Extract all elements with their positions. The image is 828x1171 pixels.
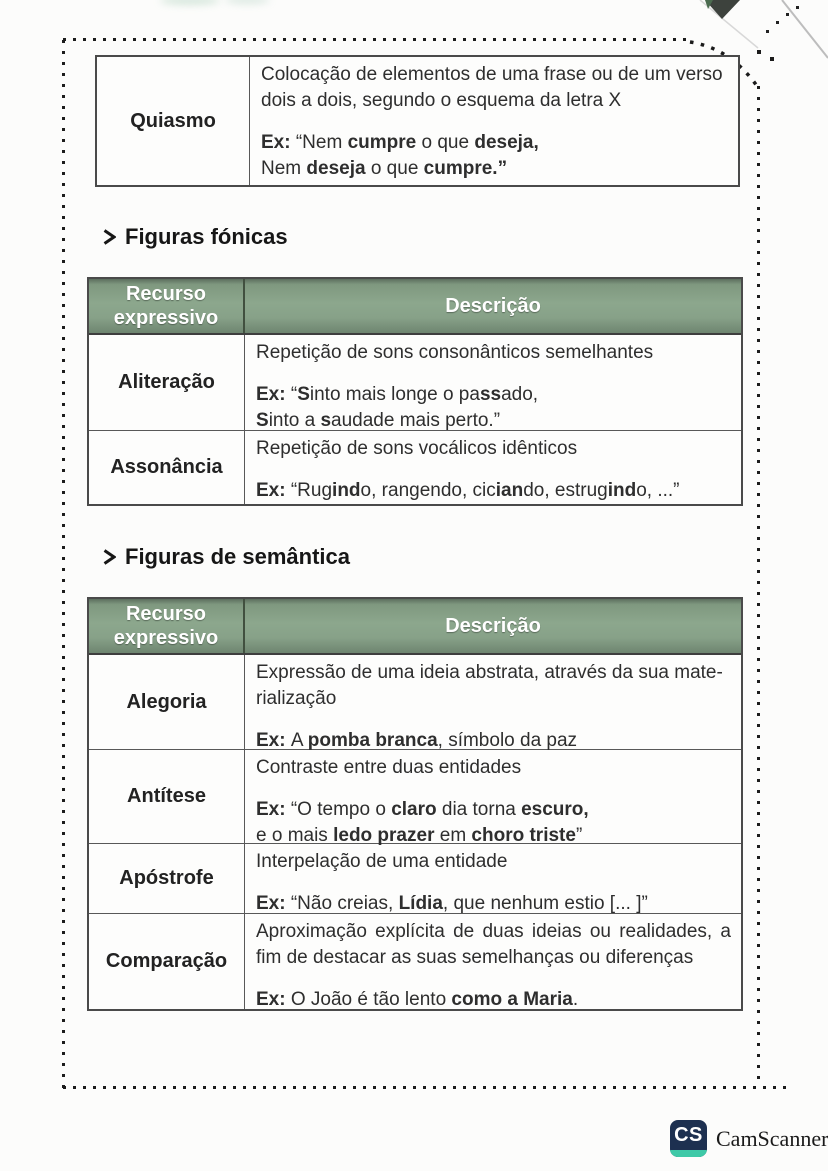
term-label: Quiasmo xyxy=(130,109,216,132)
heading-figuras-fonicas xyxy=(103,224,288,250)
heading-label: Figuras de semântica xyxy=(125,544,350,569)
table-row xyxy=(89,430,741,504)
cs-badge-label: CS xyxy=(674,1124,703,1146)
table-figuras-fonicas xyxy=(87,277,743,506)
table-row xyxy=(89,335,741,430)
table-row xyxy=(89,655,741,749)
header-cell-descricao xyxy=(245,279,741,333)
table-row xyxy=(97,57,738,185)
header-label: Recurso expressivo xyxy=(113,283,219,329)
cs-badge-icon xyxy=(670,1120,707,1157)
desc-cell: Repetição de sons vocálicos idênticos Ex: “Rugindo, rangendo, ciciando, estrugindo, ...” xyxy=(256,438,680,501)
table-header-row xyxy=(89,599,741,655)
table-row xyxy=(89,913,741,1009)
term-cell xyxy=(89,750,245,843)
header-cell-recurso xyxy=(89,279,245,333)
term-cell xyxy=(89,844,245,913)
camscanner-logo xyxy=(670,1120,828,1157)
desc-cell: Interpelação de uma entidade Ex: “Não creias, Lídia, que nenhum estio [... ]” xyxy=(256,851,648,914)
term-label: Assonância xyxy=(110,456,223,478)
term-label: Apóstrofe xyxy=(119,867,214,889)
header-cell-descricao xyxy=(245,599,741,653)
dotted-border-right xyxy=(757,86,760,1086)
desc-cell: Contraste entre duas entidades Ex: “O tempo o claro dia torna escuro, e o mais ledo prazer em choro triste” xyxy=(256,757,589,846)
header-cell-recurso xyxy=(89,599,245,653)
term-label: Comparação xyxy=(105,950,228,972)
term-cell xyxy=(89,431,245,504)
desc-cell: Expressão de uma ideia abstrata, através da sua mate- rialização Ex: A pomba branca, símbolo da paz xyxy=(256,662,723,751)
dotted-border-top xyxy=(63,38,690,41)
term-cell xyxy=(89,655,245,749)
scan-smudge xyxy=(225,0,270,4)
term-label: Alegoria xyxy=(126,690,207,713)
term-label: Aliteração xyxy=(118,371,215,393)
camscanner-wordmark: CamScanner xyxy=(716,1125,828,1151)
table-figuras-semantica xyxy=(87,597,743,1011)
desc-cell: Aproximação explícita de duas ideias ou realidades, a fim de destacar as suas semelhanças ou diferenças Ex: O João é tão lento como a Maria. xyxy=(256,921,731,1010)
desc-cell: Colocação de elementos de uma frase ou de um verso dois a dois, segundo o esquema da letra X Ex: “Nem cumpre o que deseja, Nem deseja o que cumpre.” xyxy=(261,64,723,179)
table-row xyxy=(89,749,741,846)
cs-badge-strip xyxy=(670,1150,707,1157)
table-header-row xyxy=(89,279,741,335)
header-label: Recurso expressivo xyxy=(113,603,219,649)
term-cell xyxy=(97,57,250,185)
dotted-border-bottom xyxy=(63,1086,793,1089)
desc-cell: Repetição de sons consonânticos semelhantes Ex: “Sinto mais longe o passado, Sinto a saudade mais perto.” xyxy=(256,342,654,431)
table-quiasmo xyxy=(95,55,740,187)
heading-label: Figuras fónicas xyxy=(125,224,288,249)
header-label: Descrição xyxy=(445,615,541,637)
dotted-border-left xyxy=(62,40,65,1094)
term-label: Antítese xyxy=(127,785,206,807)
scan-smudge xyxy=(160,0,220,5)
table-row xyxy=(89,843,741,913)
term-cell xyxy=(89,914,245,1009)
arrow-bullet-icon xyxy=(103,549,116,565)
header-label: Descrição xyxy=(445,295,541,317)
term-cell xyxy=(89,335,245,430)
arrow-bullet-icon xyxy=(103,229,116,245)
heading-figuras-semantica xyxy=(103,544,350,570)
fold-crease-line xyxy=(782,0,828,58)
